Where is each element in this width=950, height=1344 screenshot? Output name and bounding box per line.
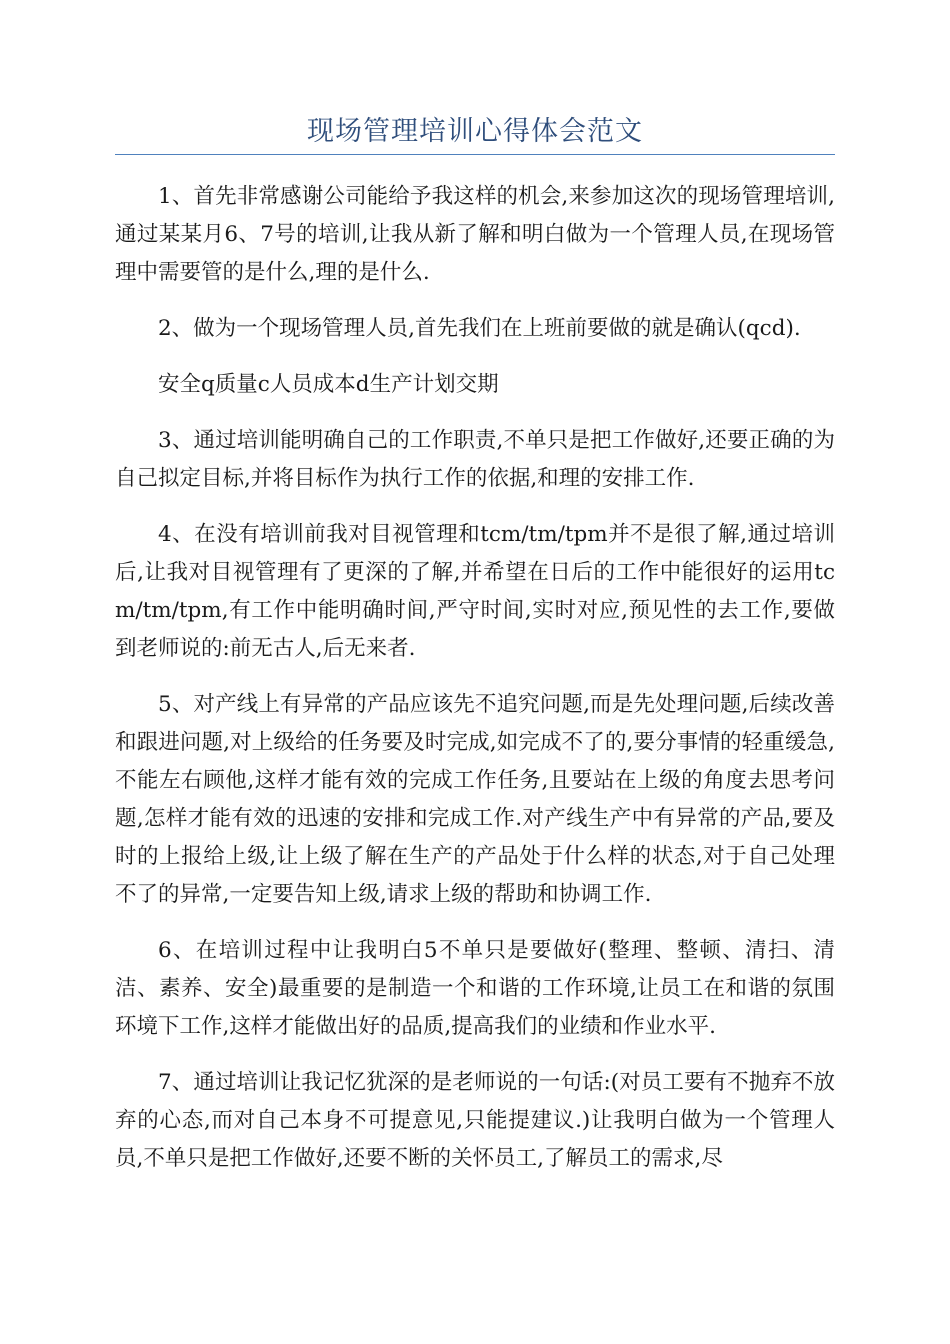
paragraph-5: 4、在没有培训前我对目视管理和tcm/tm/tpm并不是很了解,通过培训后,让我对目视管理有了更深的了解,并希望在日后的工作中能很好的运用tcm/tm/tpm,有工作中能明确时间,严守时间,实时对应,预见性的去工作,要做到老师说的:前无古人,后无来者. bbox=[115, 522, 835, 661]
title-underline bbox=[115, 154, 835, 155]
paragraph-1: 1、首先非常感谢公司能给予我这样的机会,来参加这次的现场管理培训,通过某某月6、7号的培训,让我从新了解和明白做为一个管理人员,在现场管理中需要管的是什么,理的是什么. bbox=[115, 184, 835, 285]
paragraph-7: 6、在培训过程中让我明白5不单只是要做好(整理、整顿、清扫、清洁、素养、安全)最重要的是制造一个和谐的工作环境,让员工在和谐的氛围环境下工作,这样才能做出好的品质,提高我们的业绩和作业水平. bbox=[115, 938, 835, 1039]
paragraph-2: 2、做为一个现场管理人员,首先我们在上班前要做的就是确认(qcd). bbox=[158, 316, 801, 341]
paragraph-6: 5、对产线上有异常的产品应该先不追究问题,而是先处理问题,后续改善和跟进问题,对上级给的任务要及时完成,如完成不了的,要分事情的轻重缓急,不能左右顾他,这样才能有效的完成工作任务,且要站在上级的角度去思考问题,怎样才能有效的迅速的安排和完成工作.对产线生产中有异常的产品,要及时的上报给上级,让上级了解在生产的产品处于什么样的状态,对于自己处理不了的异常,一定要告知上级,请求上级的帮助和协调工作. bbox=[115, 692, 835, 907]
paragraph-4: 3、通过培训能明确自己的工作职责,不单只是把工作做好,还要正确的为自己拟定目标,并将目标作为执行工作的依据,和理的安排工作. bbox=[115, 428, 835, 491]
page-title: 现场管理培训心得体会范文 bbox=[307, 116, 643, 147]
document-body bbox=[115, 178, 835, 1196]
paragraph-8: 7、通过培训让我记忆犹深的是老师说的一句话:(对员工要有不抛弃不放弃的心态,而对自己本身不可提意见,只能提建议.)让我明白做为一个管理人员,不单只是把工作做好,还要不断的关怀员工,了解员工的需求,尽 bbox=[115, 1070, 835, 1171]
paragraph-3: 安全q质量c人员成本d生产计划交期 bbox=[158, 372, 499, 397]
